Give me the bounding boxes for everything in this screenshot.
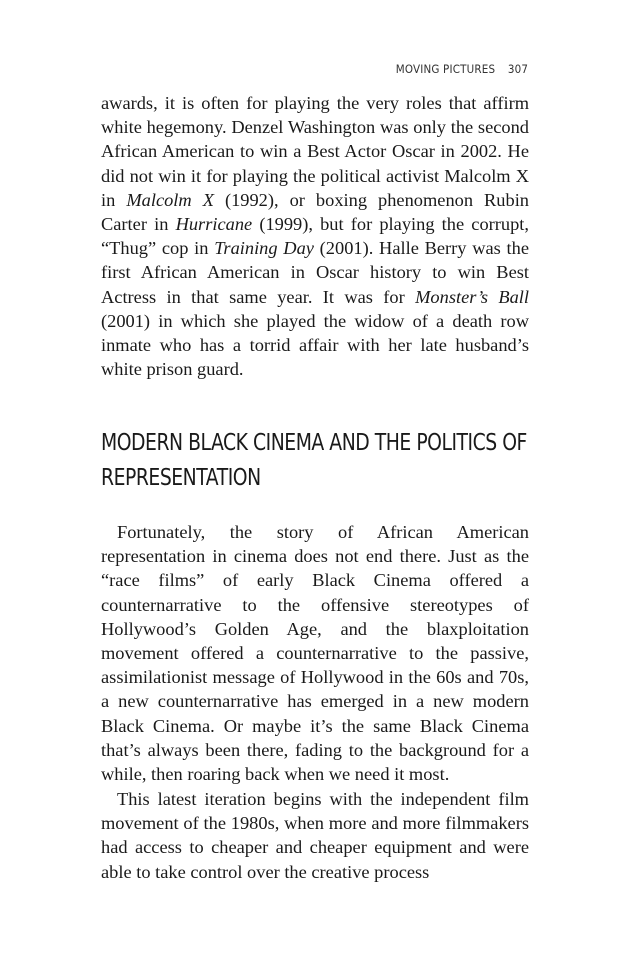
paragraph-text: Fortunately, the story of African American representation in cinema does not end there. Just as the “race films” of early Black Cinema offered a counternarrative to the offensive stereotypes of Hollywood’s Golden Age, and the blaxploitation movement offered a counternarrative to the passive, assimilationist message of Hollywood in the 60s and 70s, a new counternarrative has emerged in a new modern Black Cinema. Or maybe it’s the same Black Cinema that’s always been there, fading to the background for a while, then roaring back when we need it most.	[101, 522, 529, 785]
running-head-title: MOVING PICTURES	[395, 62, 496, 76]
running-head	[396, 62, 528, 76]
paragraph-text	[101, 91, 529, 381]
text-run: (2001) in which she played the widow of a death row inmate who has a torrid affair with her late husband’s white prison guard.	[101, 310, 529, 380]
text-run: (2001). Halle Berry was the first African American in Oscar history to win Best Actress in that same year. It was for	[101, 238, 530, 307]
film-title-training-day: Training Day	[214, 238, 314, 259]
section-heading	[101, 425, 527, 494]
film-title-hurricane: Hurricane	[175, 214, 253, 235]
text-run: (1992), or boxing phenomenon Rubin Carter in	[101, 189, 529, 235]
text-run: (1999), but for playing the corrupt, “Thug” cop in	[101, 214, 529, 259]
page-number: 307	[507, 62, 528, 76]
body-paragraph-3	[101, 787, 529, 884]
film-title-monsters-ball: Monster’s Ball	[415, 286, 529, 307]
film-title-malcolm-x: Malcolm X	[126, 189, 214, 210]
paragraph-text: This latest iteration begins with the independent film movement of the 1980s, when more and more filmmakers had access to cheaper and cheaper equipment and were able to take control over the creative process	[101, 789, 529, 882]
text-run: awards, it is often for playing the very roles that affirm white hegemony. Denzel Washington was only the second African American to win a Best Actor Oscar in 2002. He did not win it for playing the political activist Malcolm X in	[101, 93, 529, 210]
section-heading-line-1: MODERN BLACK CINEMA AND THE POLITICS OF	[101, 428, 527, 456]
body-paragraph-2	[101, 520, 529, 786]
section-heading-line-2: REPRESENTATION	[101, 462, 261, 491]
body-paragraph-1	[101, 91, 529, 381]
